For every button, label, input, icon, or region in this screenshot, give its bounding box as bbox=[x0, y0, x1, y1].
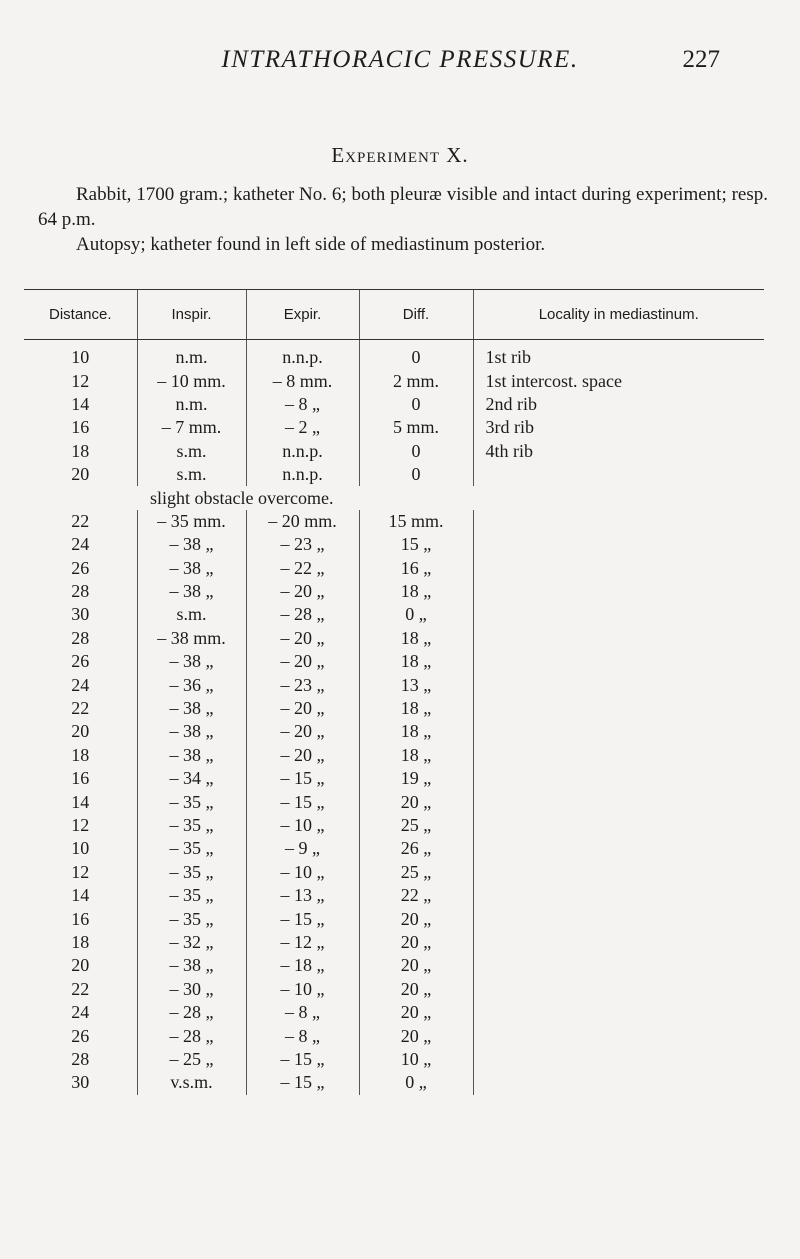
inspir-cell: – 35 „ bbox=[137, 884, 246, 907]
expir-cell: – 20 „ bbox=[246, 697, 359, 720]
diff-cell: 18 „ bbox=[359, 697, 473, 720]
locality-cell bbox=[473, 978, 764, 1001]
table-row bbox=[24, 697, 764, 720]
table-row bbox=[24, 340, 764, 370]
running-title: INTRATHORACIC PRESSURE. bbox=[221, 46, 579, 73]
distance-cell: 14 bbox=[71, 885, 90, 906]
distance-cell: 26 bbox=[71, 1025, 90, 1046]
diff-cell: 20 „ bbox=[359, 907, 473, 930]
diff-cell: 20 „ bbox=[359, 1024, 473, 1047]
table-row bbox=[24, 814, 764, 837]
inspir-cell: v.s.m. bbox=[137, 1071, 246, 1094]
table-row bbox=[24, 744, 764, 767]
diff-cell: 0 „ bbox=[359, 603, 473, 626]
locality-cell bbox=[473, 557, 764, 580]
expir-cell: – 20 „ bbox=[246, 720, 359, 743]
diff-cell: 15 mm. bbox=[359, 510, 473, 533]
diff-cell: 13 „ bbox=[359, 673, 473, 696]
column-header-distance: Distance. bbox=[24, 290, 137, 340]
locality-cell bbox=[473, 627, 764, 650]
table-row bbox=[24, 463, 764, 486]
distance-cell: 26 bbox=[71, 557, 90, 578]
expir-cell: – 20 mm. bbox=[246, 510, 359, 533]
distance-cell: 12 bbox=[71, 861, 90, 882]
locality-cell: 4th rib bbox=[473, 440, 764, 463]
experiment-title: Experiment X. bbox=[331, 143, 469, 167]
note-row bbox=[24, 486, 764, 509]
inspir-cell: – 35 „ bbox=[137, 814, 246, 837]
expir-cell: – 8 mm. bbox=[246, 369, 359, 392]
diff-cell: 5 mm. bbox=[359, 416, 473, 439]
inspir-cell: – 38 „ bbox=[137, 580, 246, 603]
table-row bbox=[24, 884, 764, 907]
table-row bbox=[24, 393, 764, 416]
table-row bbox=[24, 978, 764, 1001]
inspir-cell: s.m. bbox=[137, 603, 246, 626]
inspir-cell: – 32 „ bbox=[137, 931, 246, 954]
inspir-cell: – 25 „ bbox=[137, 1048, 246, 1071]
table-row bbox=[24, 580, 764, 603]
distance-cell: 18 bbox=[71, 440, 90, 461]
expir-cell: – 20 „ bbox=[246, 650, 359, 673]
diff-cell: 0 „ bbox=[359, 1071, 473, 1094]
diff-cell: 20 „ bbox=[359, 790, 473, 813]
diff-cell: 25 „ bbox=[359, 861, 473, 884]
table-row bbox=[24, 627, 764, 650]
diff-cell: 18 „ bbox=[359, 720, 473, 743]
table-row bbox=[24, 533, 764, 556]
expir-cell: – 12 „ bbox=[246, 931, 359, 954]
distance-cell: 20 bbox=[71, 464, 90, 485]
expir-cell: n.n.p. bbox=[246, 463, 359, 486]
locality-cell: 3rd rib bbox=[473, 416, 764, 439]
column-header-inspir: Inspir. bbox=[137, 290, 246, 340]
expir-cell: – 20 „ bbox=[246, 744, 359, 767]
distance-cell: 22 bbox=[71, 978, 90, 999]
pressure-table bbox=[24, 289, 764, 1095]
table-row bbox=[24, 1024, 764, 1047]
inspir-cell: – 10 mm. bbox=[137, 369, 246, 392]
distance-cell: 24 bbox=[71, 674, 90, 695]
expir-cell: – 10 „ bbox=[246, 978, 359, 1001]
locality-cell bbox=[473, 814, 764, 837]
distance-cell: 10 bbox=[71, 347, 90, 368]
table-row bbox=[24, 837, 764, 860]
distance-cell: 30 bbox=[71, 604, 90, 625]
expir-cell: – 15 „ bbox=[246, 790, 359, 813]
expir-cell: – 20 „ bbox=[246, 580, 359, 603]
table-row bbox=[24, 369, 764, 392]
table-row bbox=[24, 790, 764, 813]
distance-cell: 26 bbox=[71, 651, 90, 672]
inspir-cell: – 35 „ bbox=[137, 907, 246, 930]
diff-cell: 0 bbox=[359, 440, 473, 463]
locality-cell bbox=[473, 861, 764, 884]
page-header bbox=[0, 46, 800, 76]
distance-cell: 20 bbox=[71, 721, 90, 742]
expir-cell: – 15 „ bbox=[246, 1048, 359, 1071]
inspir-cell: – 38 mm. bbox=[137, 627, 246, 650]
inspir-cell: n.m. bbox=[137, 340, 246, 370]
locality-cell bbox=[473, 767, 764, 790]
distance-cell: 30 bbox=[71, 1072, 90, 1093]
diff-cell: 18 „ bbox=[359, 744, 473, 767]
table-row bbox=[24, 1001, 764, 1024]
inspir-cell: n.m. bbox=[137, 393, 246, 416]
distance-cell: 12 bbox=[71, 370, 90, 391]
expir-cell: – 23 „ bbox=[246, 533, 359, 556]
table-row bbox=[24, 603, 764, 626]
inspir-cell: – 34 „ bbox=[137, 767, 246, 790]
diff-cell: 20 „ bbox=[359, 978, 473, 1001]
distance-cell: 14 bbox=[71, 791, 90, 812]
table-row bbox=[24, 650, 764, 673]
locality-cell bbox=[473, 697, 764, 720]
locality-cell bbox=[473, 1001, 764, 1024]
diff-cell: 18 „ bbox=[359, 580, 473, 603]
locality-cell bbox=[473, 533, 764, 556]
locality-cell bbox=[473, 720, 764, 743]
table-row bbox=[24, 931, 764, 954]
table-row bbox=[24, 557, 764, 580]
inspir-cell: s.m. bbox=[137, 463, 246, 486]
locality-cell bbox=[473, 510, 764, 533]
expir-cell: – 22 „ bbox=[246, 557, 359, 580]
locality-cell bbox=[473, 650, 764, 673]
expir-cell: – 15 „ bbox=[246, 1071, 359, 1094]
locality-cell bbox=[473, 1071, 764, 1094]
diff-cell: 0 bbox=[359, 340, 473, 370]
expir-cell: – 15 „ bbox=[246, 907, 359, 930]
diff-cell: 20 „ bbox=[359, 1001, 473, 1024]
distance-cell: 16 bbox=[71, 768, 90, 789]
distance-cell: 22 bbox=[71, 510, 90, 531]
expir-cell: – 9 „ bbox=[246, 837, 359, 860]
distance-cell: 28 bbox=[71, 581, 90, 602]
expir-cell: – 18 „ bbox=[246, 954, 359, 977]
expir-cell: – 8 „ bbox=[246, 393, 359, 416]
locality-cell: 1st rib bbox=[473, 340, 764, 370]
expir-cell: n.n.p. bbox=[246, 440, 359, 463]
obstacle-note: slight obstacle overcome. bbox=[150, 487, 334, 508]
distance-cell: 28 bbox=[71, 627, 90, 648]
inspir-cell: s.m. bbox=[137, 440, 246, 463]
locality-cell bbox=[473, 744, 764, 767]
diff-cell: 26 „ bbox=[359, 837, 473, 860]
diff-cell: 10 „ bbox=[359, 1048, 473, 1071]
expir-cell: – 8 „ bbox=[246, 1001, 359, 1024]
inspir-cell: – 38 „ bbox=[137, 557, 246, 580]
table-body bbox=[24, 340, 764, 1095]
locality-cell bbox=[473, 837, 764, 860]
diff-cell: 16 „ bbox=[359, 557, 473, 580]
inspir-cell: – 35 „ bbox=[137, 861, 246, 884]
inspir-cell: – 35 „ bbox=[137, 837, 246, 860]
expir-cell: – 10 „ bbox=[246, 814, 359, 837]
locality-cell bbox=[473, 907, 764, 930]
locality-cell bbox=[473, 1024, 764, 1047]
distance-cell: 18 bbox=[71, 744, 90, 765]
inspir-cell: – 7 mm. bbox=[137, 416, 246, 439]
expir-cell: – 10 „ bbox=[246, 861, 359, 884]
diff-cell: 18 „ bbox=[359, 650, 473, 673]
distance-cell: 28 bbox=[71, 1048, 90, 1069]
inspir-cell: – 35 „ bbox=[137, 790, 246, 813]
inspir-cell: – 38 „ bbox=[137, 744, 246, 767]
distance-cell: 24 bbox=[71, 534, 90, 555]
expir-cell: – 23 „ bbox=[246, 673, 359, 696]
experiment-description: Rabbit, 1700 gram.; katheter No. 6; both pleuræ visible and intact during experiment; resp. 64 p.m. bbox=[38, 184, 768, 230]
table-row bbox=[24, 861, 764, 884]
locality-cell: 1st intercost. space bbox=[473, 369, 764, 392]
inspir-cell: – 38 „ bbox=[137, 533, 246, 556]
distance-cell: 12 bbox=[71, 815, 90, 835]
diff-cell: 2 mm. bbox=[359, 369, 473, 392]
distance-cell: 10 bbox=[71, 838, 90, 859]
inspir-cell: – 38 „ bbox=[137, 650, 246, 673]
diff-cell: 18 „ bbox=[359, 627, 473, 650]
inspir-cell: – 28 „ bbox=[137, 1001, 246, 1024]
expir-cell: – 28 „ bbox=[246, 603, 359, 626]
table-row bbox=[24, 673, 764, 696]
inspir-cell: – 35 mm. bbox=[137, 510, 246, 533]
locality-cell bbox=[473, 580, 764, 603]
locality-cell bbox=[473, 673, 764, 696]
diff-cell: 20 „ bbox=[359, 954, 473, 977]
expir-cell: – 13 „ bbox=[246, 884, 359, 907]
table-row bbox=[24, 440, 764, 463]
expir-cell: n.n.p. bbox=[246, 340, 359, 370]
diff-cell: 25 „ bbox=[359, 814, 473, 837]
table-row bbox=[24, 907, 764, 930]
inspir-cell: – 38 „ bbox=[137, 697, 246, 720]
diff-cell: 20 „ bbox=[359, 931, 473, 954]
distance-cell: 16 bbox=[71, 908, 90, 929]
distance-cell: 24 bbox=[71, 1002, 90, 1023]
locality-cell bbox=[473, 463, 764, 486]
distance-cell: 22 bbox=[71, 698, 90, 719]
table-row bbox=[24, 767, 764, 790]
table-row bbox=[24, 1071, 764, 1094]
inspir-cell: – 36 „ bbox=[137, 673, 246, 696]
table-row bbox=[24, 510, 764, 533]
diff-cell: 19 „ bbox=[359, 767, 473, 790]
inspir-cell: – 30 „ bbox=[137, 978, 246, 1001]
table-row bbox=[24, 954, 764, 977]
page-number: 227 bbox=[682, 46, 720, 73]
column-header-expir: Expir. bbox=[246, 290, 359, 340]
distance-cell: 14 bbox=[71, 393, 90, 414]
locality-cell: 2nd rib bbox=[473, 393, 764, 416]
table-header-row bbox=[24, 290, 764, 340]
diff-cell: 22 „ bbox=[359, 884, 473, 907]
inspir-cell: – 38 „ bbox=[137, 954, 246, 977]
column-header-diff: Diff. bbox=[359, 290, 473, 340]
column-header-locality: Locality in mediastinum. bbox=[473, 290, 764, 340]
expir-cell: – 20 „ bbox=[246, 627, 359, 650]
locality-cell bbox=[473, 954, 764, 977]
table-row bbox=[24, 416, 764, 439]
expir-cell: – 15 „ bbox=[246, 767, 359, 790]
expir-cell: – 2 „ bbox=[246, 416, 359, 439]
table-row bbox=[24, 720, 764, 743]
experiment-intro bbox=[38, 182, 768, 257]
locality-cell bbox=[473, 603, 764, 626]
locality-cell bbox=[473, 1048, 764, 1071]
locality-cell bbox=[473, 884, 764, 907]
locality-cell bbox=[473, 790, 764, 813]
distance-cell: 16 bbox=[71, 417, 90, 438]
diff-cell: 0 bbox=[359, 393, 473, 416]
distance-cell: 18 bbox=[71, 931, 90, 952]
table-row bbox=[24, 1048, 764, 1071]
locality-cell bbox=[473, 931, 764, 954]
inspir-cell: – 28 „ bbox=[137, 1024, 246, 1047]
expir-cell: – 8 „ bbox=[246, 1024, 359, 1047]
diff-cell: 15 „ bbox=[359, 533, 473, 556]
autopsy-note: Autopsy; katheter found in left side of mediastinum posterior. bbox=[76, 234, 546, 255]
inspir-cell: – 38 „ bbox=[137, 720, 246, 743]
distance-cell: 20 bbox=[71, 955, 90, 976]
diff-cell: 0 bbox=[359, 463, 473, 486]
